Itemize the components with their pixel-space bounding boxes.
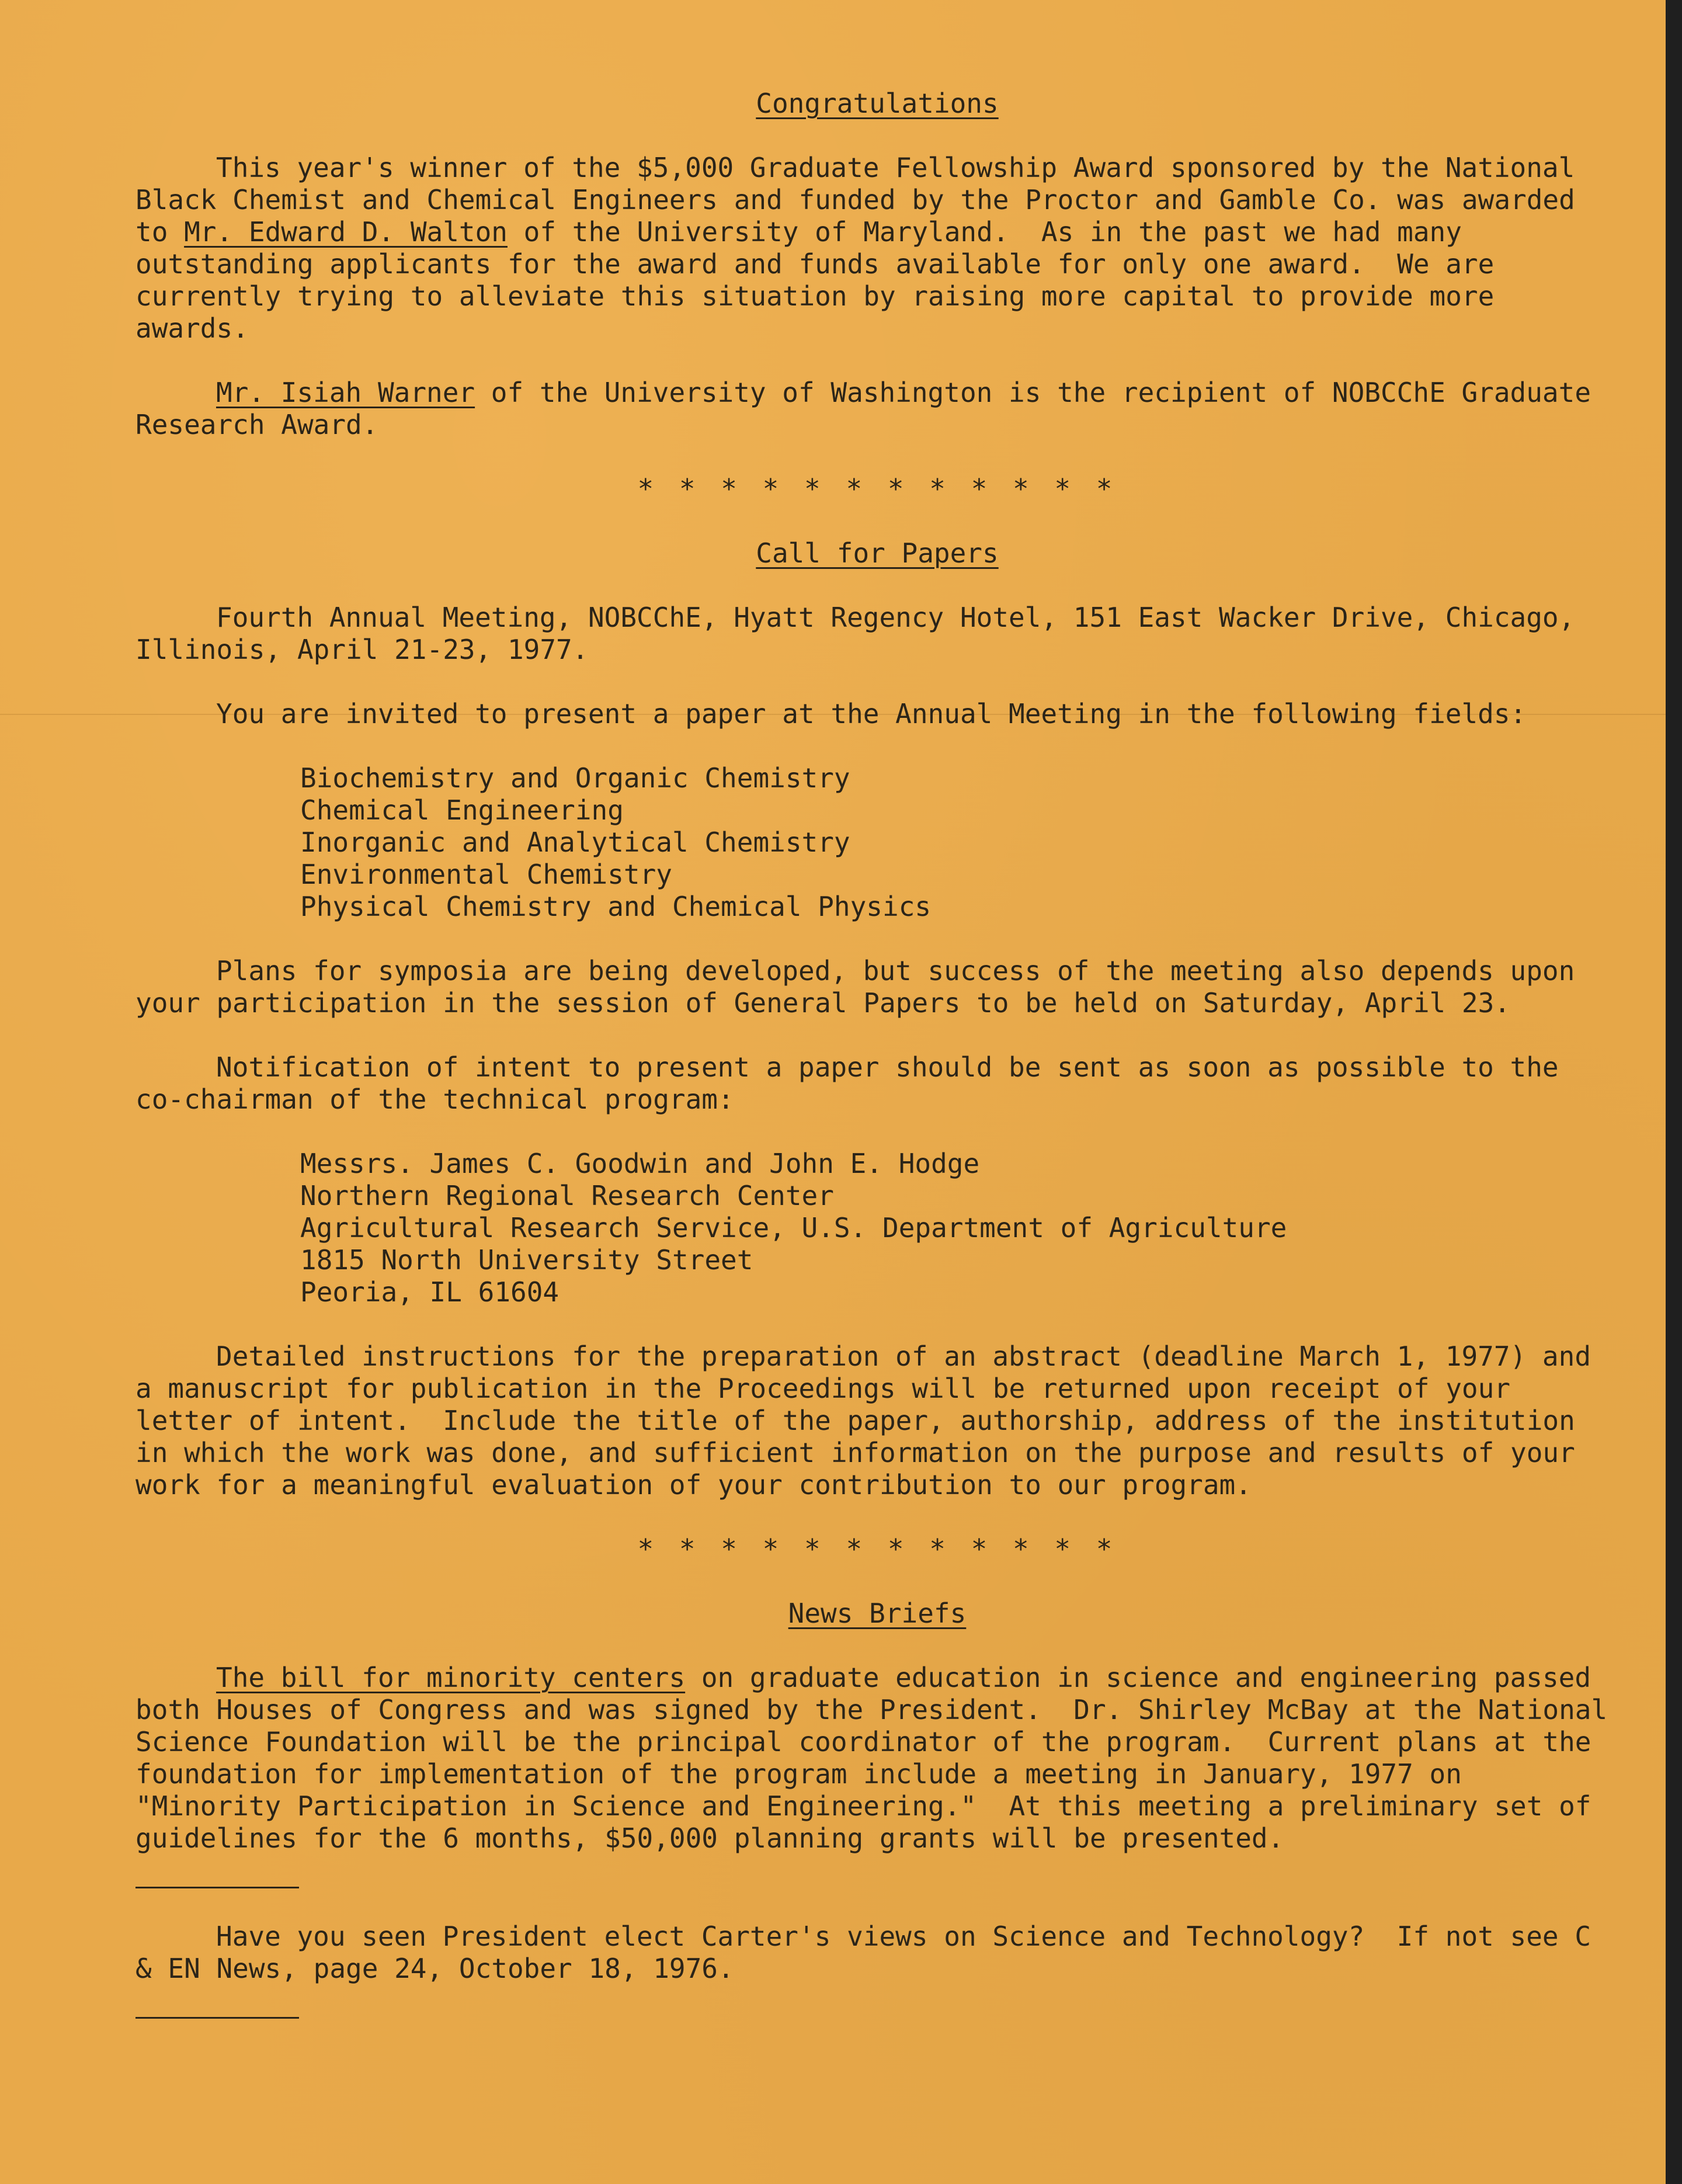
list-item: Environmental Chemistry xyxy=(300,859,672,890)
section-separator: * * * * * * * * * * * * xyxy=(637,473,1117,505)
scan-edge xyxy=(1666,0,1682,2184)
fields-list xyxy=(135,762,1619,923)
document-body xyxy=(135,88,1624,2019)
list-item: Biochemistry and Organic Chemistry xyxy=(300,762,850,794)
news-briefs-heading: News Briefs xyxy=(788,1598,967,1629)
address-block xyxy=(135,1148,1619,1308)
address-line: Peoria, IL 61604 xyxy=(300,1276,559,1308)
instructions-paragraph: Detailed instructions for the preparation of an abstract (deadline March 1, 1977) and a manuscript for publication in the Proceedings will be returned upon receipt of your letter of intent. Include the title of the paper, authorship, address of the institution in which the work was done, and sufficient information on the purpose and results of your work for a meaningful evaluation of your contribution to our program. xyxy=(135,1341,1607,1501)
carter-paragraph: Have you seen President elect Carter's views on Science and Technology? If not see C & EN News, page 24, October 18, 1976. xyxy=(135,1921,1607,1984)
recipient-name: Mr. Isiah Warner xyxy=(216,377,475,408)
congratulations-heading: Congratulations xyxy=(756,88,999,119)
section-separator: * * * * * * * * * * * * xyxy=(637,1533,1117,1565)
list-item: Inorganic and Analytical Chemistry xyxy=(300,827,850,858)
address-line: Agricultural Research Service, U.S. Department of Agriculture xyxy=(300,1212,1287,1244)
fellowship-paragraph: This year's winner of the $5,000 Graduate Fellowship Award sponsored by the National Black Chemist and Chemical Engineers and funded by the Proctor and Gamble Co. was awarded to Mr. Edward D. Walton of the University of Maryland. As in the past we had many outstanding applicants for the award and funds available for only one award. We are currently trying to alleviate this situation by raising more capital to provide more awards. xyxy=(135,152,1591,344)
call-for-papers-heading: Call for Papers xyxy=(756,537,999,569)
invite-paragraph: You are invited to present a paper at the Annual Meeting in the following fields: xyxy=(216,698,1527,730)
research-award-paragraph: Mr. Isiah Warner of the University of Washington is the recipient of NOBCChE Graduate Research Award. xyxy=(135,377,1607,440)
bill-lead: The bill for minority centers xyxy=(216,1662,686,1693)
minority-centers-paragraph: The bill for minority centers on graduate education in science and engineering passed both Houses of Congress and was signed by the President. Dr. Shirley McBay at the National Science Foundation will be the principal coordinator of the program. Current plans at the foundation for implementation of the program include a meeting in January, 1977 on "Minority Participation in Science and Engineering." At this meeting a preliminary set of guidelines for the 6 months, $50,000 planning grants will be presented. xyxy=(135,1662,1624,1854)
plans-paragraph: Plans for symposia are being developed, but success of the meeting also depends upon your participation in the session of General Papers to be held on Saturday, April 23. xyxy=(135,955,1591,1019)
footnote-rule xyxy=(135,2017,299,2019)
notification-paragraph: Notification of intent to present a paper should be sent as soon as possible to the co-chairman of the technical program: xyxy=(135,1051,1575,1115)
winner-name: Mr. Edward D. Walton xyxy=(184,216,508,248)
list-item: Chemical Engineering xyxy=(300,794,624,826)
address-line: Northern Regional Research Center xyxy=(300,1180,834,1211)
list-item: Physical Chemistry and Chemical Physics xyxy=(300,891,932,922)
address-line: Messrs. James C. Goodwin and John E. Hodge xyxy=(300,1148,980,1179)
address-line: 1815 North University Street xyxy=(300,1244,753,1276)
meeting-paragraph: Fourth Annual Meeting, NOBCChE, Hyatt Regency Hotel, 151 East Wacker Drive, Chicago, Illinois, April 21-23, 1977. xyxy=(135,602,1591,665)
